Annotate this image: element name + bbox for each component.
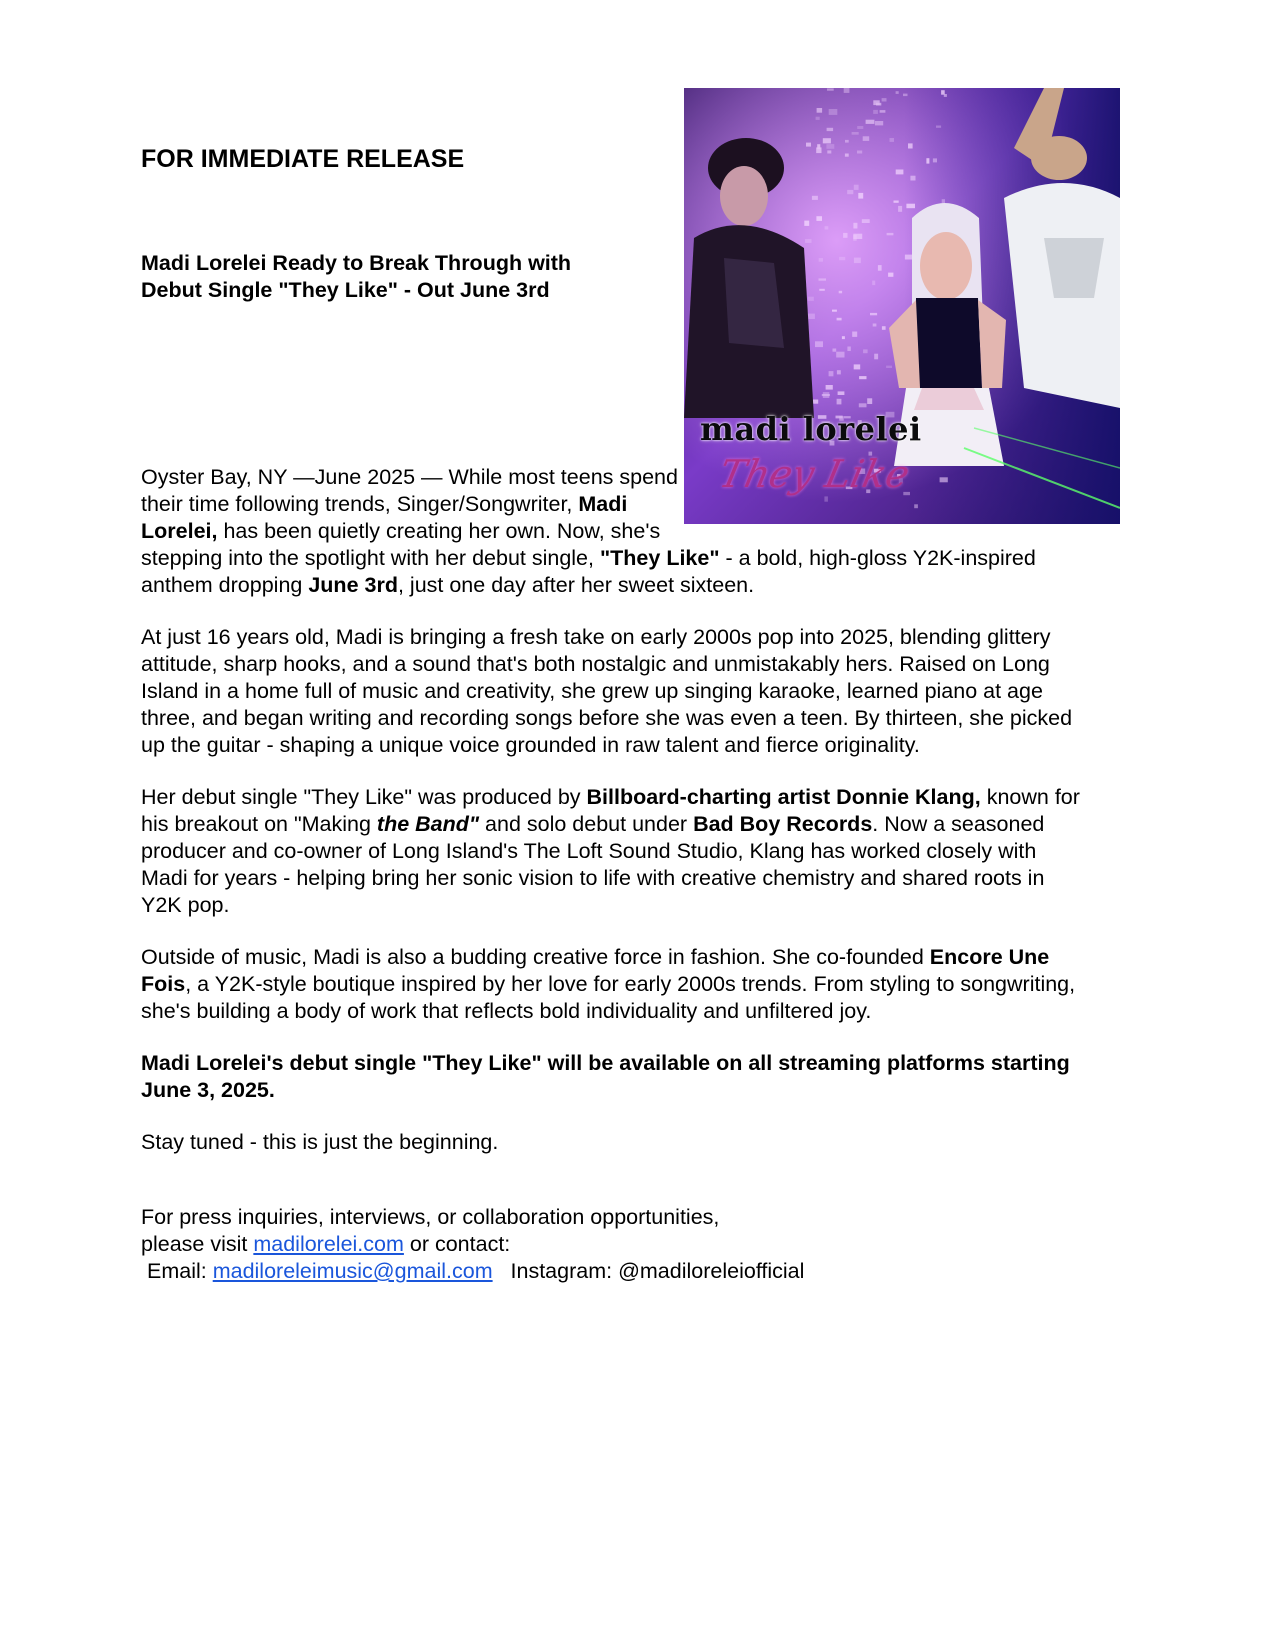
single-cover-art [684, 88, 1120, 524]
paragraph-closing: Stay tuned - this is just the beginning. [141, 1130, 499, 1154]
email-link[interactable]: madiloreleimusic@gmail.com [212, 1259, 493, 1283]
body-text [141, 464, 1081, 1310]
paragraph-availability: Madi Lorelei's debut single "They Like" will be available on all streaming platforms starting June 3, 2025. [141, 1051, 1070, 1102]
cover-single-title: They Like [715, 452, 914, 496]
paragraph-intro: Oyster Bay, NY —June 2025 — While most teens spend their time following trends, Singer/Songwriter, Madi Lorelei, has been quietly creating her own. Now, she's stepping into the spotlight with her debut single, "They Like" - a bold, high-gloss Y2K-inspired anthem dropping June 3rd, just one day after her sweet sixteen. [141, 465, 1036, 597]
instagram-handle: Instagram: @madiloreleiofficial [510, 1259, 805, 1283]
paragraph-background: At just 16 years old, Madi is bringing a fresh take on early 2000s pop into 2025, blending glittery attitude, sharp hooks, and a sound that's both nostalgic and unmistakably hers. Raised on Long Island in a home full of music and creativity, she grew up singing karaoke, learned piano at age three, and began writing and recording songs before she was even a teen. By thirteen, she picked up the guitar - shaping a unique voice grounded in raw talent and fierce originality. [141, 625, 1073, 757]
email-label: Email: [146, 1259, 213, 1283]
website-link[interactable]: madilorelei.com [253, 1232, 404, 1256]
headline [141, 250, 701, 304]
paragraph-fashion: Outside of music, Madi is also a budding creative force in fashion. She co-founded Encore Une Fois, a Y2K-style boutique inspired by her love for early 2000s trends. From styling to songwriting, she's building a body of work that reflects bold individuality and unfiltered joy. [141, 945, 1076, 1023]
cover-artist-name: madi lorelei [700, 410, 922, 448]
contact-intro: For press inquiries, interviews, or collaboration opportunities, [141, 1205, 720, 1229]
release-label: FOR IMMEDIATE RELEASE [141, 145, 465, 173]
contact-block: For press inquiries, interviews, or collaboration opportunities, please visit madilorelei.com or contact: Email: madiloreleimusic@gmail.com Instagram: @madiloreleiofficial [141, 1205, 805, 1283]
headline-line-2: Debut Single "They Like" - Out June 3rd [141, 278, 550, 302]
headline-line-1: Madi Lorelei Ready to Break Through with [141, 251, 572, 275]
paragraph-producer: Her debut single "They Like" was produced by Billboard-charting artist Donnie Klang, known for his breakout on "Making the Band" and solo debut under Bad Boy Records. Now a seasoned producer and co-owner of Long Island's The Loft Sound Studio, Klang has worked closely with Madi for years - helping bring her sonic vision to life with creative chemistry and shared roots in Y2K pop. [141, 785, 1080, 917]
